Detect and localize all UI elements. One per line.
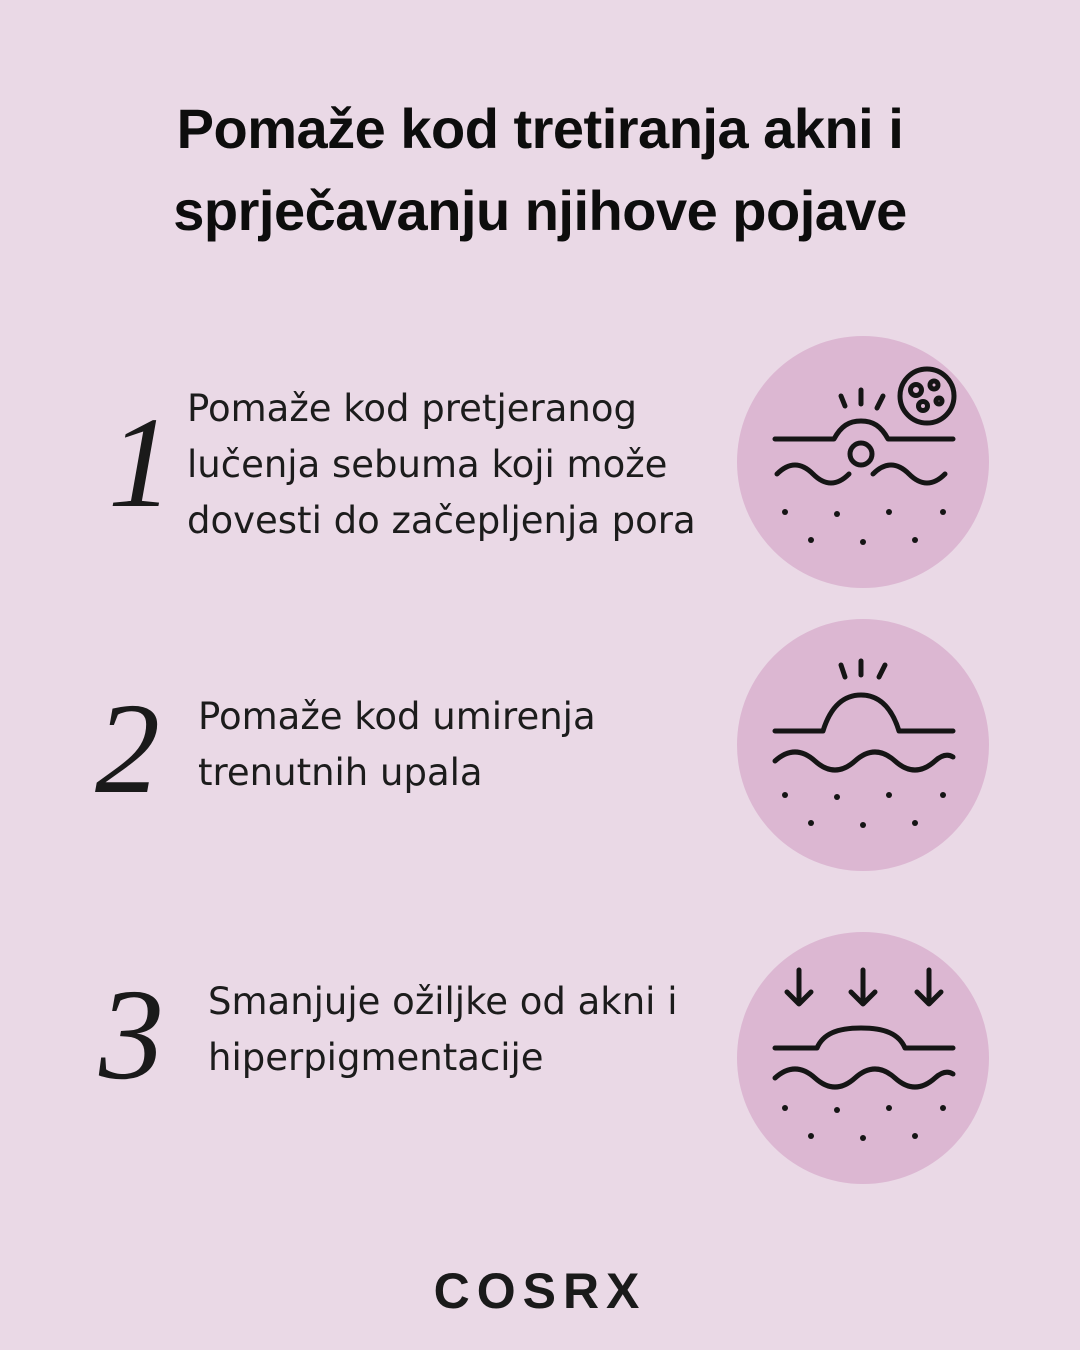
skin-dot [940, 792, 946, 798]
skin-sebum-bacteria-icon [737, 336, 989, 588]
skin-dot [808, 537, 814, 543]
skin-dot [886, 509, 892, 515]
skin-dot [782, 792, 788, 798]
skin-dot [860, 822, 866, 828]
skin-dot [808, 1133, 814, 1139]
item-2-line-1: Pomaže kod umirenja [198, 695, 596, 738]
skin-dot [782, 1105, 788, 1111]
skin-dot [886, 792, 892, 798]
skin-scar-reduction-icon [737, 932, 989, 1184]
title-line-2: sprječavanju njihove pojave [173, 179, 907, 242]
item-text-1 [187, 381, 696, 549]
item-number-1: 1 [108, 391, 173, 535]
item-number-3: 3 [99, 963, 164, 1107]
skin-dot [940, 509, 946, 515]
item-number-2: 2 [95, 677, 160, 821]
skin-dot [808, 820, 814, 826]
skin-dot [912, 537, 918, 543]
skin-dot [912, 1133, 918, 1139]
item-3-line-2: hiperpigmentacije [208, 1036, 544, 1079]
skin-dot [860, 539, 866, 545]
item-3-line-1: Smanjuje ožiljke od akni i [208, 980, 678, 1023]
skin-dot [940, 1105, 946, 1111]
skin-dot [834, 1107, 840, 1113]
skin-dot [912, 820, 918, 826]
page-title [0, 88, 1080, 252]
skin-dot [834, 511, 840, 517]
title-line-1: Pomaže kod tretiranja akni i [176, 97, 904, 160]
skin-dot [834, 794, 840, 800]
item-1-line-1: Pomaže kod pretjeranog [187, 387, 637, 430]
skin-dot [860, 1135, 866, 1141]
item-text-2 [198, 689, 596, 801]
skin-dot [886, 1105, 892, 1111]
brand-logo: COSRX [433, 1263, 647, 1319]
skin-inflammation-icon [737, 619, 989, 871]
item-text-3 [208, 974, 677, 1086]
item-1-line-2: lučenja sebuma koji može [187, 443, 668, 486]
skin-dot [782, 509, 788, 515]
item-2-line-2: trenutnih upala [198, 751, 483, 794]
item-1-line-3: dovesti do začepljenja pora [187, 499, 696, 542]
